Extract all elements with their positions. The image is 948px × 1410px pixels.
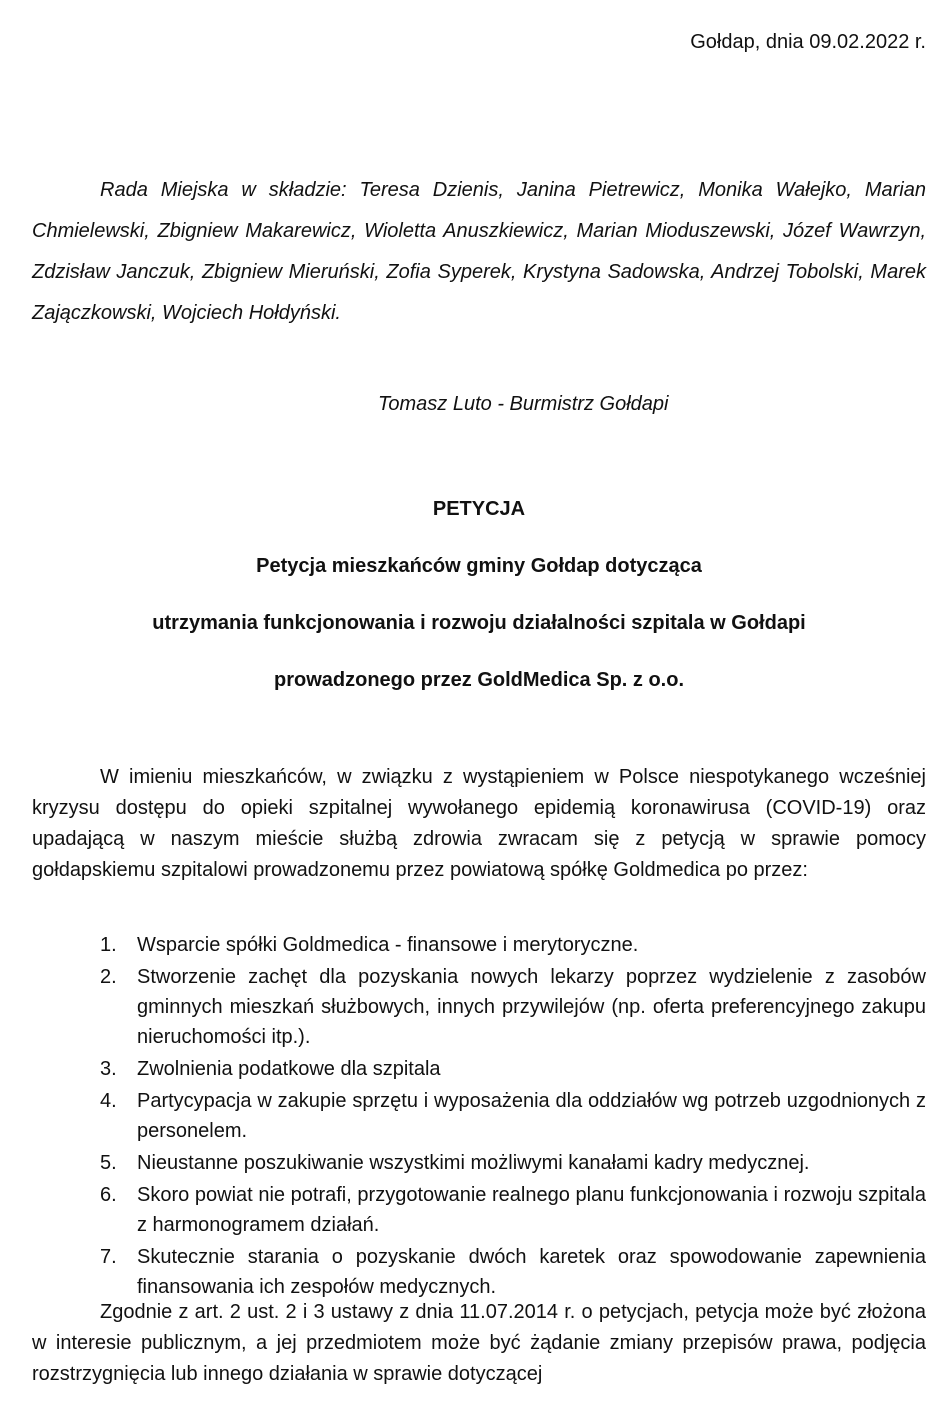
list-item-text: Skoro powiat nie potrafi, przygotowanie realnego planu funkcjonowania i rozwoju szpitala z harmonogramem działań. — [137, 1184, 926, 1236]
intro-text: W imieniu mieszkańców, w związku z wystąpieniem w Polsce niespotykanego wcześniej kryzysu dostępu do opieki szpitalnej wywołanego epidemią koronawirusa (COVID-19) oraz upadającą w naszym mieście służbą zdrowia zwracam się z petycją w sprawie pomocy gołdapskiemu szpitalowi prowadzonemu przez powiatową spółkę Goldmedica po przez: — [32, 766, 926, 881]
subtitle-line-1: Petycja mieszkańców gminy Gołdap dotycząca — [256, 555, 702, 577]
list-item-number: 7. — [100, 1246, 117, 1268]
demands-list — [100, 930, 926, 1304]
addressee-block — [32, 170, 926, 334]
list-item-text: Partycypacja w zakupie sprzętu i wyposażenia dla oddziałów wg potrzeb uzgodnionych z personelem. — [137, 1090, 926, 1142]
recipient-line: Tomasz Luto - Burmistrz Gołdapi — [378, 393, 669, 415]
list-item — [100, 1054, 926, 1084]
list-item-number: 6. — [100, 1184, 117, 1206]
list-item — [100, 1242, 926, 1302]
list-item-number: 3. — [100, 1058, 117, 1080]
list-item-text: Stworzenie zachęt dla pozyskania nowych lekarzy poprzez wydzielenie z zasobów gminnych mieszkań służbowych, innych przywilejów (np. oferta preferencyjnego zakupu nieruchomości itp.). — [137, 966, 926, 1048]
list-item-number: 4. — [100, 1090, 117, 1112]
list-item-number: 1. — [100, 934, 117, 956]
list-item — [100, 962, 926, 1052]
list-item-number: 5. — [100, 1152, 117, 1174]
list-item-text: Skutecznie starania o pozyskanie dwóch karetek oraz spowodowanie zapewnienia finansowania ich zespołów medycznych. — [137, 1246, 926, 1298]
addressee-text: Rada Miejska w składzie: Teresa Dzienis, Janina Pietrewicz, Monika Wałejko, Marian Chmielewski, Zbigniew Makarewicz, Wioletta Anuszkiewicz, Marian Mioduszewski, Józef Wawrzyn, Zdzisław Janczuk, Zbigniew Mieruński, Zofia Syperek, Krystyna Sadowska, Andrzej Tobolski, Marek Zajączkowski, Wojciech Hołdyński. — [32, 179, 926, 324]
title-block — [32, 495, 926, 694]
list-item — [100, 1148, 926, 1178]
document-date: Gołdap, dnia 09.02.2022 r. — [690, 31, 926, 53]
list-item — [100, 930, 926, 960]
subtitle-line-3: prowadzonego przez GoldMedica Sp. z o.o. — [273, 669, 685, 691]
closing-text: Zgodnie z art. 2 ust. 2 i 3 ustawy z dnia 11.07.2014 r. o petycjach, petycja może być złożona w interesie publicznym, a jej przedmiotem może być żądanie zmiany przepisów prawa, podjęcia rozstrzygnięcia lub innego działania w sprawie dotyczącej — [32, 1301, 926, 1385]
document-title: PETYCJA — [432, 498, 526, 520]
subtitle-line-2: utrzymania funkcjonowania i rozwoju działalności szpitala w Gołdapi — [152, 612, 806, 634]
list-item-text: Wsparcie spółki Goldmedica - finansowe i merytoryczne. — [137, 934, 639, 956]
list-item-text: Nieustanne poszukiwanie wszystkimi możliwymi kanałami kadry medycznej. — [137, 1152, 810, 1174]
closing-paragraph — [32, 1297, 926, 1390]
list-item-number: 2. — [100, 966, 117, 988]
list-item — [100, 1180, 926, 1240]
list-item-text: Zwolnienia podatkowe dla szpitala — [137, 1058, 441, 1080]
intro-paragraph — [32, 762, 926, 886]
list-item — [100, 1086, 926, 1146]
